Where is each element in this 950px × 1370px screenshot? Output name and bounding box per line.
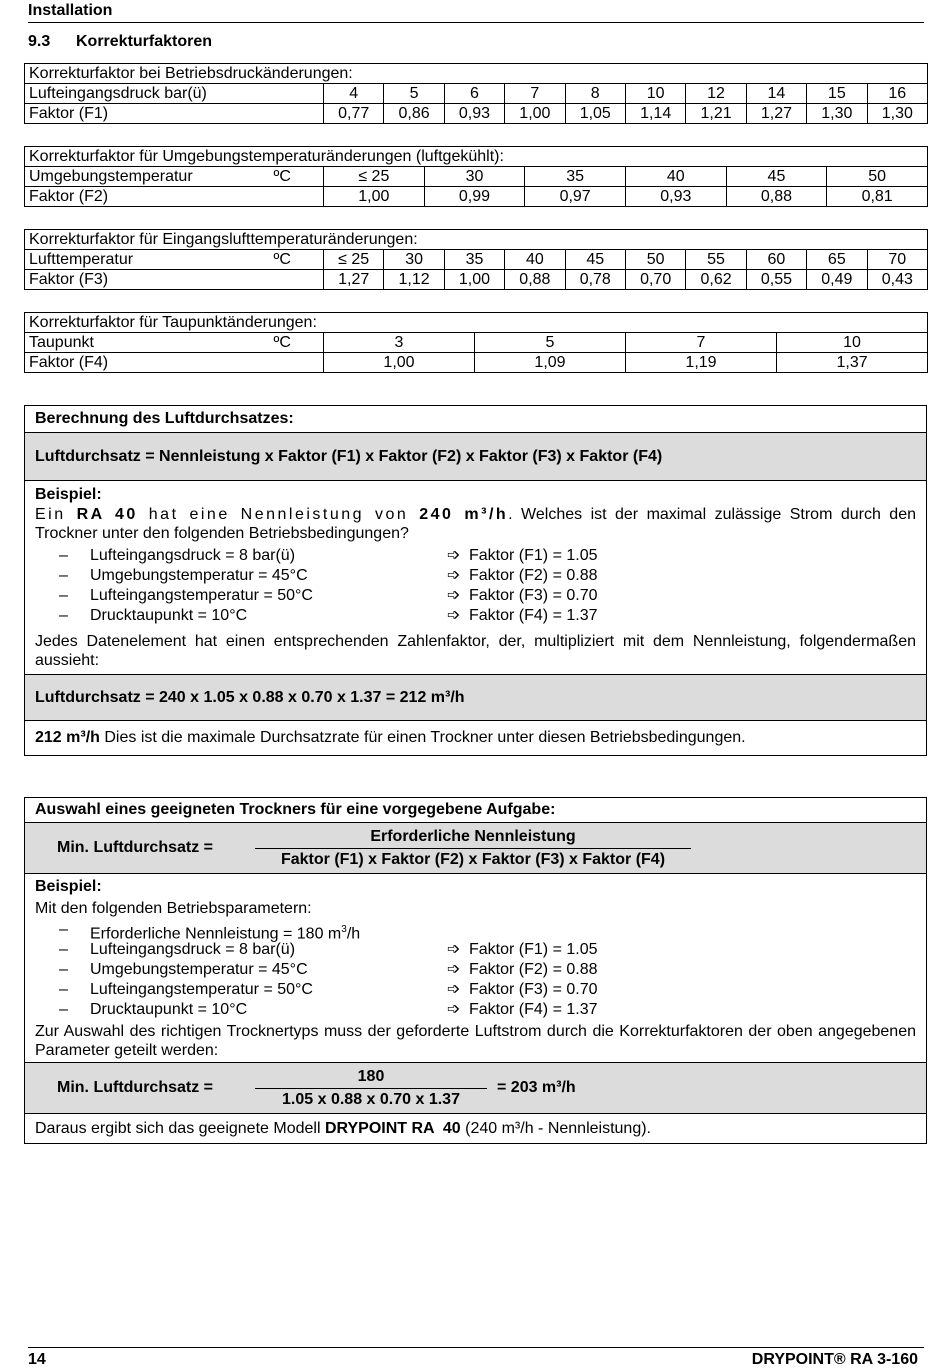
row-label: Lufttemperatur (25, 250, 270, 270)
table-cell: 3 (324, 333, 475, 353)
selection-formula (25, 823, 926, 874)
row-label: Faktor (F3) (25, 270, 324, 290)
condition-label: Lufteingangsdruck = 8 bar(ü) (90, 941, 296, 958)
list-item (35, 960, 916, 980)
table-f2-title: Korrekturfaktor für Umgebungstemperaturänderungen (luftgekühlt): (25, 147, 928, 167)
table-cell: 30 (384, 250, 444, 270)
table-row (25, 270, 928, 290)
condition-label: Drucktaupunkt = 10°C (90, 1001, 248, 1018)
table-cell: 7 (505, 84, 565, 104)
example-intro (35, 505, 916, 543)
table-f3 (24, 229, 928, 290)
conclusion-model: DRYPOINT RA 40 (324, 1120, 461, 1137)
table-cell: 14 (746, 84, 806, 104)
arrow-right-icon: ➩ (447, 587, 461, 604)
table-cell: 5 (475, 333, 626, 353)
row-label: Faktor (F2) (25, 187, 324, 207)
arrow-right-icon: ➩ (447, 607, 461, 624)
table-cell: 35 (525, 167, 626, 187)
table-cell: 1,00 (505, 104, 565, 124)
table-cell: 40 (505, 250, 565, 270)
condition-label: Umgebungstemperatur = 45°C (90, 961, 308, 978)
table-cell: ≤ 25 (324, 167, 425, 187)
calculation-conclusion (25, 721, 926, 755)
table-cell: 10 (625, 84, 685, 104)
selection-example (25, 874, 926, 1063)
table-cell: 1,30 (867, 104, 928, 124)
arrow-right-icon: ➩ (447, 567, 461, 584)
calculation-explanation: Jedes Datenelement hat einen entsprechenden Zahlenfaktor, der, multipliziert mit dem Nennleistung, folgendermaßen aussieht: (35, 633, 916, 669)
table-cell: 1,30 (807, 104, 867, 124)
table-cell: 0,93 (444, 104, 504, 124)
header-title: Installation (28, 2, 113, 19)
arrow-right-icon: ➩ (447, 941, 461, 958)
condition-list (35, 546, 916, 626)
product-name: DRYPOINT® RA 3-160 (751, 1351, 918, 1368)
condition-label: Drucktaupunkt = 10°C (90, 607, 248, 624)
bullet-icon: – (59, 1001, 68, 1018)
table-cell: 0,97 (525, 187, 626, 207)
table-cell: 30 (424, 167, 525, 187)
list-item (35, 980, 916, 1000)
selection-result (25, 1063, 926, 1114)
condition-label: Umgebungstemperatur = 45°C (90, 567, 308, 584)
table-cell: 50 (625, 250, 685, 270)
table-cell: 65 (807, 250, 867, 270)
conclusion-text: Daraus ergibt sich das geeignete Modell (35, 1120, 325, 1137)
table-cell: 0,70 (625, 270, 685, 290)
condition-factor: Faktor (F4) = 1.37 (469, 1001, 598, 1018)
table-cell: 0,55 (746, 270, 806, 290)
table-cell: 8 (565, 84, 625, 104)
conclusion-value: 212 m³/h (35, 729, 100, 746)
table-cell: 50 (827, 167, 928, 187)
arrow-right-icon: ➩ (447, 1001, 461, 1018)
table-f1-title: Korrekturfaktor bei Betriebsdruckänderungen: (25, 64, 928, 84)
bullet-icon: – (59, 921, 68, 938)
table-cell: 0,81 (827, 187, 928, 207)
table-cell: 0,88 (726, 187, 827, 207)
calculation-example (25, 481, 926, 675)
table-f2 (24, 146, 928, 207)
page-number: 14 (28, 1351, 46, 1368)
row-label: Taupunkt (25, 333, 270, 353)
table-cell: 1,09 (475, 353, 626, 373)
calculation-title: Berechnung des Luftdurchsatzes: (25, 406, 926, 433)
table-cell: 1,19 (626, 353, 777, 373)
selection-title: Auswahl eines geeigneten Trockners für eine vorgegebene Aufgabe: (25, 798, 926, 823)
list-item (35, 606, 916, 626)
condition-label: Lufteingangstemperatur = 50°C (90, 587, 313, 604)
result-denominator: 1.05 x 0.88 x 0.70 x 1.37 (282, 1090, 460, 1108)
section-title: Korrekturfaktoren (76, 33, 213, 50)
table-cell: 0,78 (565, 270, 625, 290)
intro-text: . Welches ist der maximal zulässige Strom durch den Trockner unter den folgenden Betriebsbedingungen? (35, 506, 916, 542)
table-f3-title: Korrekturfaktor für Eingangslufttemperaturänderungen: (25, 230, 928, 250)
calculation-box (24, 405, 927, 756)
formula-fraction (255, 825, 691, 872)
selection-conclusion (25, 1114, 926, 1143)
intro-model: RA 40 (76, 506, 138, 523)
selection-fraction (25, 825, 691, 872)
calculation-result: Luftdurchsatz = 240 x 1.05 x 0.88 x 0.70 x 1.37 = 212 m³/h (25, 675, 926, 721)
row-unit: ºC (270, 167, 324, 187)
table-f4 (24, 312, 928, 373)
example-label: Beispiel: (35, 878, 102, 895)
table-cell: 16 (867, 84, 928, 104)
list-item (35, 546, 916, 566)
row-unit: ºC (270, 333, 324, 353)
table-cell: 70 (867, 250, 928, 270)
table-cell: 0,86 (384, 104, 444, 124)
table-cell: 1,00 (324, 353, 475, 373)
row-label: Lufteingangsdruck bar(ü) (25, 84, 324, 104)
table-cell: 0,88 (505, 270, 565, 290)
row-label: Faktor (F4) (25, 353, 324, 373)
table-cell: 60 (746, 250, 806, 270)
intro-text: Ein (35, 506, 77, 523)
condition-factor: Faktor (F2) = 0.88 (469, 567, 598, 584)
table-cell: ≤ 25 (324, 250, 384, 270)
condition-factor: Faktor (F4) = 1.37 (469, 607, 598, 624)
selection-explanation: Zur Auswahl des richtigen Trocknertyps muss der geforderte Luftstrom durch die Korrekturfaktoren der oben angegebenen Parameter geteilt werden: (35, 1023, 916, 1059)
table-cell: 1,00 (324, 187, 425, 207)
conclusion-text: (240 m³/h - Nennleistung). (460, 1120, 651, 1137)
condition-label: Lufteingangstemperatur = 50°C (90, 981, 313, 998)
header-rule (28, 22, 924, 23)
condition-factor: Faktor (F2) = 0.88 (469, 961, 598, 978)
table-cell: 10 (777, 333, 928, 353)
condition-label: Lufteingangsdruck = 8 bar(ü) (90, 547, 296, 564)
table-cell: 1,00 (444, 270, 504, 290)
result-fraction-body (255, 1065, 487, 1112)
table-row (25, 353, 928, 373)
table-f4-title: Korrekturfaktor für Taupunktänderungen: (25, 313, 928, 333)
list-item (35, 920, 916, 943)
table-row (25, 250, 928, 270)
list-item (35, 1000, 916, 1020)
table-cell: 45 (565, 250, 625, 270)
table-cell: 7 (626, 333, 777, 353)
condition-factor: Faktor (F3) = 0.70 (469, 981, 598, 998)
conclusion-text: Dies ist die maximale Durchsatzrate für einen Trockner unter diesen Betriebsbedingungen. (99, 729, 746, 746)
table-cell: 0,77 (324, 104, 384, 124)
arrow-right-icon: ➩ (447, 981, 461, 998)
table-cell: 1,12 (384, 270, 444, 290)
result-fraction (25, 1065, 576, 1112)
bullet-icon: – (59, 941, 68, 958)
row-label: Faktor (F1) (25, 104, 324, 124)
example-label: Beispiel: (35, 486, 102, 503)
intro-text: hat eine Nennleistung von (137, 506, 420, 523)
list-item (35, 586, 916, 606)
condition-factor: Faktor (F3) = 0.70 (469, 587, 598, 604)
table-cell: 1,14 (625, 104, 685, 124)
footer-rule (28, 1347, 924, 1348)
bullet-icon: – (59, 961, 68, 978)
condition-factor: Faktor (F1) = 1.05 (469, 941, 598, 958)
bullet-icon: – (59, 587, 68, 604)
calculation-formula: Luftdurchsatz = Nennleistung x Faktor (F1) x Faktor (F2) x Faktor (F3) x Faktor (F4) (25, 433, 926, 481)
table-cell: 1,37 (777, 353, 928, 373)
row-label: Umgebungstemperatur (25, 167, 270, 187)
arrow-right-icon: ➩ (447, 547, 461, 564)
bullet-icon: – (59, 547, 68, 564)
table-f1 (24, 63, 928, 124)
requirement-text: Erforderliche Nennleistung = 180 m (90, 925, 342, 943)
table-cell: 0,93 (625, 187, 726, 207)
table-cell: 4 (324, 84, 384, 104)
table-cell: 0,62 (686, 270, 746, 290)
section-number: 9.3 (28, 33, 51, 50)
table-cell: 35 (444, 250, 504, 270)
condition-factor: Faktor (F1) = 1.05 (469, 547, 598, 564)
table-cell: 40 (625, 167, 726, 187)
table-cell: 1,27 (324, 270, 384, 290)
result-numerator: 180 (357, 1067, 385, 1085)
formula-numerator: Erforderliche Nennleistung (370, 827, 576, 845)
table-cell: 12 (686, 84, 746, 104)
table-row (25, 104, 928, 124)
table-cell: 0,43 (867, 270, 928, 290)
selection-box (24, 797, 927, 1144)
table-cell: 6 (444, 84, 504, 104)
table-cell: 0,49 (807, 270, 867, 290)
superscript: 3 (341, 924, 347, 935)
row-unit: ºC (270, 250, 324, 270)
table-cell: 1,21 (686, 104, 746, 124)
intro-capacity: 240 m³/h (419, 506, 509, 523)
table-cell: 5 (384, 84, 444, 104)
table-row (25, 84, 928, 104)
table-cell: 1,27 (746, 104, 806, 124)
bullet-icon: – (59, 607, 68, 624)
example-intro: Mit den folgenden Betriebsparametern: (35, 900, 312, 917)
table-cell: 15 (807, 84, 867, 104)
list-item (35, 940, 916, 960)
table-row (25, 187, 928, 207)
bullet-icon: – (59, 567, 68, 584)
table-cell: 1,05 (565, 104, 625, 124)
formula-left: Min. Luftdurchsatz = (57, 839, 213, 856)
table-row (25, 333, 928, 353)
table-row (25, 167, 928, 187)
list-item (35, 566, 916, 586)
bullet-icon: – (59, 981, 68, 998)
result-right: = 203 m³/h (497, 1079, 576, 1096)
section-heading (28, 33, 212, 51)
result-left: Min. Luftdurchsatz = (57, 1079, 213, 1096)
table-cell: 0,99 (424, 187, 525, 207)
table-cell: 55 (686, 250, 746, 270)
formula-denominator: Faktor (F1) x Faktor (F2) x Faktor (F3) x Faktor (F4) (280, 850, 666, 868)
arrow-right-icon: ➩ (447, 961, 461, 978)
requirement-unit: /h (346, 925, 361, 943)
table-cell: 45 (726, 167, 827, 187)
